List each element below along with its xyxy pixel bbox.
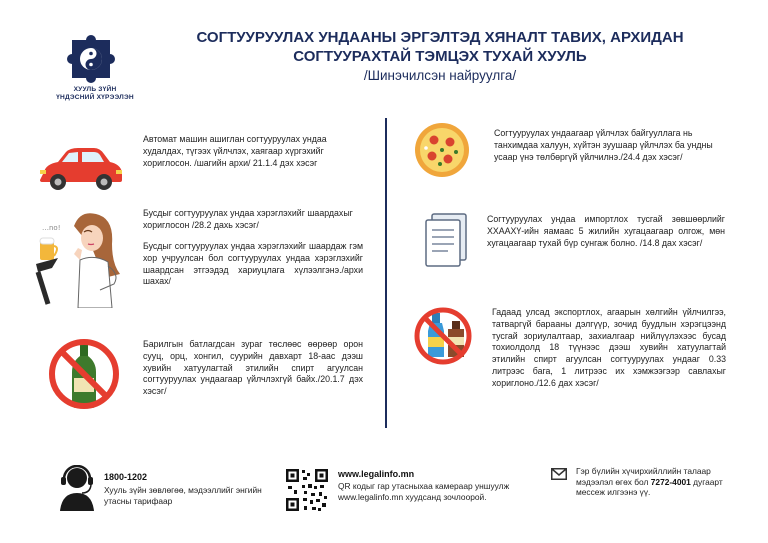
left-item-1-text: Автомат машин ашиглан согтууруулах ундаа худалдах, түгээх үйлчлэх, хаягаар хүргэхийг хориглосон. /шагийн архи/ 21.1.4 дэх хэсэг [143,134,327,168]
document-icon [422,212,470,268]
left-item-4-text: Барилгын батлагдсан зураг төслөөс өөрөөр орон сууц, орц, хонгил, суурийн давхарт 18-аас дээш хувийн хатуулагтай этилийн спирт агуулсан согтууруулах ундаагаар үйлчлэхгүй байх./20.1.7 дэх хэсэг/ [143,339,363,397]
hotline-description: Хууль зүйн зөвлөгөө, мэдээллийг энгийн утасны тарифаар [104,485,262,506]
call-operator-icon [58,465,96,511]
car-icon [36,142,126,194]
qr-description: QR кодыг гар утасныхаа камераар уншуулж www.legalinfo.mn хуудсанд зочлоорой. [338,481,510,502]
no-alcohol-bottle-icon [46,336,122,412]
right-item-2-text: Согтууруулах ундаа импортлох тусгай зөвшөөрлийг ХХААХҮ-ийн яамаас 5 жилийн хугацаагаар олгож, мөн хугацаагаар тухай бүр сунгаж болно. /14.8 дах хэсэг/ [487,214,725,248]
website-link[interactable]: www.legalinfo.mn [338,469,415,479]
title-line-1: СОГТУУРУУЛАХ УНДААНЫ ЭРГЭЛТЭД ХЯНАЛТ ТАВИХ, АРХИДАН [196,29,684,46]
mail-info [576,466,726,498]
right-item-3-text: Гадаад улсад экспортлох, агаарын хөлгийн үйлчилгээ, татваргүй барааны дэлгүүр, зочид буудлын хэрэгцээнд тусгай зориулалтаар, захиалгаар нийлүүлэхээс бусад тохиолдолд 18 түүнээс дээш хувийн хатуулагтай этилийн спирт агуулсан согтууруулах ундааг 0.33 литрээс бага, 1 литрээс их хэмжээгээр савлахыг хориглоно./12.6 дах хэсэг/ [492,307,726,388]
institute-logo [66,34,116,84]
logo-line-1: ХУУЛЬ ЗҮЙН [73,86,117,93]
left-item-3-text: Бусдыг согтууруулах ундаа хэрэглэхийг шаардаж гэм хор учруулсан бол согтууруулах ундаа хэрэглэхийг шаардсан этгээдэд хариуцлага хүлээлгэнэ./архи шахах/ [143,241,363,287]
qr-code-icon[interactable] [284,467,330,513]
right-item-1-text: Согтууруулах ундаагаар үйлчлэх байгууллага нь танхимдаа халуун, хүйтэн зуушаар үйлчлэх ба ундны усаар үнэ төлбөргүй үйлчилнэ./24.4 дэх хэсэг/ [494,128,713,162]
page-subtitle: /Шинэчилсэн найруулга/ [363,68,517,83]
column-divider [385,118,387,428]
mail-icon [551,467,567,479]
pizza-icon [414,122,470,178]
left-item-2-text: Бусдыг согтууруулах ундаа хэрэглэхийг шаардахыг хориглосон /28.2 дахь хэсэг/ [143,208,353,230]
logo-caption [40,86,150,102]
page-title [160,28,720,66]
no-alcohol-drinks-icon [414,307,472,365]
woman-refusing-beer-icon [34,208,134,308]
svg-text:…no!: …no! [42,224,61,232]
title-line-2: СОГТУУРАХТАЙ ТЭМЦЭХ ТУХАЙ ХУУЛЬ [293,48,587,65]
mail-number: 7272-4001 [650,476,691,487]
mail-line-1: Гэр бүлийн хүчирхийллийн талаар мэдээлэл өгөх бол [576,466,711,487]
hotline-number: 1800-1202 [104,472,148,482]
logo-line-2: ҮНДЭСНИЙ ХҮРЭЭЛЭН [56,94,134,101]
mail-line-2: дугаарт мессеж илгээнэ үү. [576,476,723,497]
